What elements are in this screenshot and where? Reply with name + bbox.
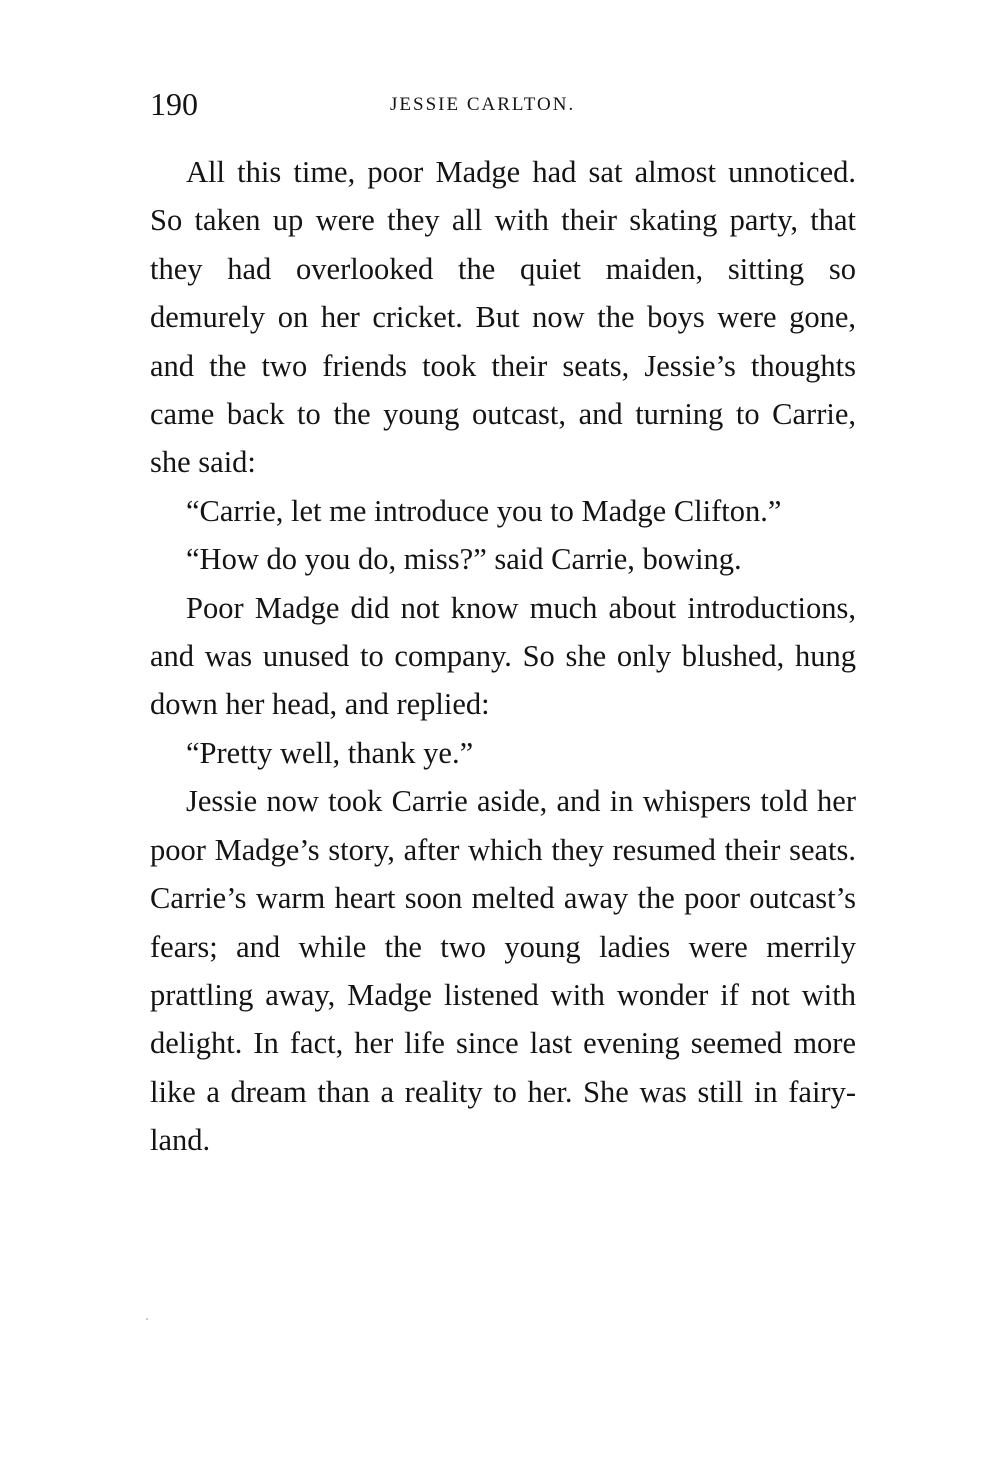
page-number: 190 bbox=[150, 86, 198, 122]
paragraph-madge-unnoticed: All this time, poor Madge had sat almost unnoticed. So taken up were they all with their skating party, that they had overlooked the quiet maiden, sitting so demurely on her cricket. But now the boys were gone, and the two friends took their seats, Jessie’s thoughts came back to the young outcast, and turning to Carrie, she said: bbox=[150, 155, 856, 480]
paragraph-carrie-greeting: “How do you do, miss?” said Carrie, bowing. bbox=[186, 542, 742, 577]
paragraph-madge-blushed: Poor Madge did not know much about introductions, and was unused to company. So she only blushed, hung down her head, and replied: bbox=[150, 590, 856, 722]
paragraph-fairy-land: Jessie now took Carrie aside, and in whispers told her poor Madge’s story, after which they resumed their seats. Carrie’s warm heart soon melted away the poor outcast’s fears; and while the two young ladies were merrily prattling away, Madge listened with wonder if not with delight. In fact, her life since last evening seemed more like a dream than a reality to her. She was still in fairy-land. bbox=[150, 784, 856, 1158]
running-title: JESSIE CARLTON. bbox=[390, 94, 576, 115]
body-text bbox=[150, 148, 856, 1165]
scan-speck bbox=[146, 1318, 148, 1320]
paragraph-madge-reply: “Pretty well, thank ye.” bbox=[186, 735, 474, 770]
running-head bbox=[150, 84, 860, 124]
paragraph-introduction: “Carrie, let me introduce you to Madge Clifton.” bbox=[186, 493, 782, 528]
